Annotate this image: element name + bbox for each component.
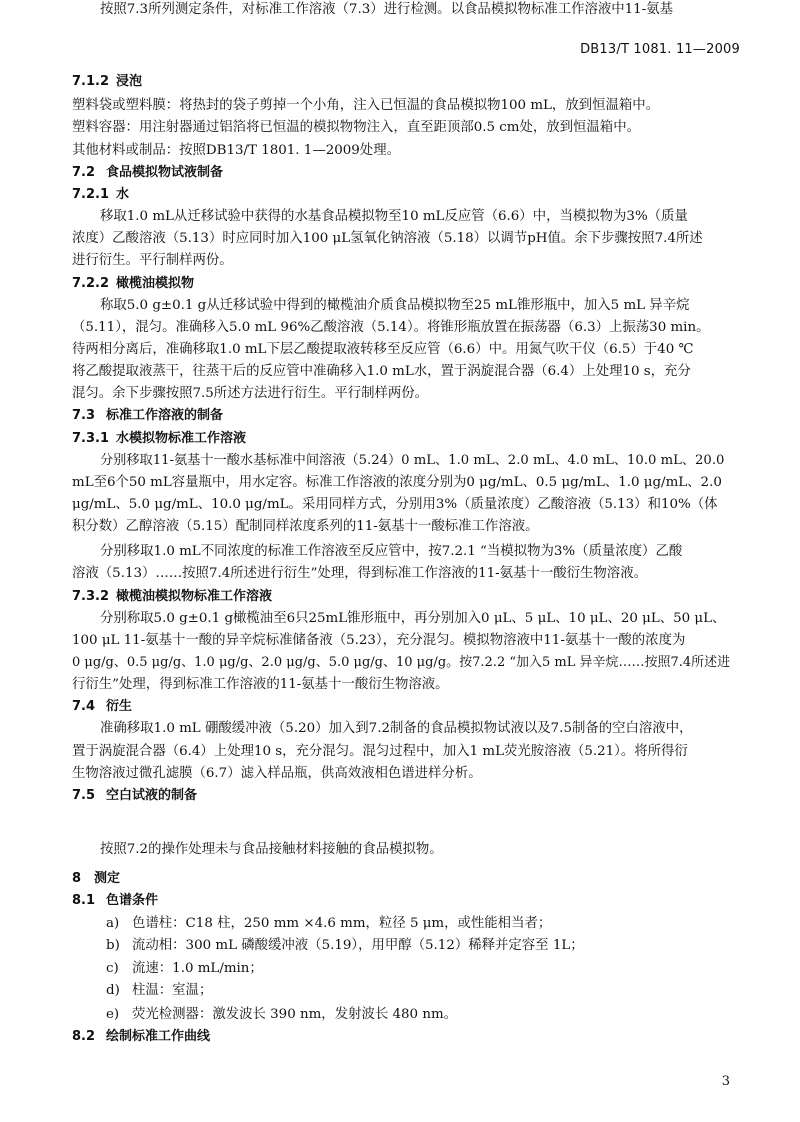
- section-title: 水模拟物标准工作溶液: [116, 431, 247, 446]
- page-number: 3: [721, 1074, 730, 1089]
- paragraph-line: 塑料袋或塑料膜：将热封的袋子剪掉一个小角，注入已恒温的食品模拟物100 mL，放到恒温箱中。: [72, 98, 660, 113]
- paragraph-line: 溶液（5.13）……按照7.4所述进行衍生”处理，得到标准工作溶液的11-氨基十一酸衍生物溶液。: [72, 566, 647, 581]
- paragraph-line: 浓度）乙酸溶液（5.13）时应同时加入100 μL氢氧化钠溶液（5.18）以调节pH值。余下步骤按照7.4所述: [72, 231, 703, 246]
- document-number-header: DB13/T 1081. 11—2009: [580, 42, 740, 57]
- section-number: 8: [72, 871, 82, 886]
- list-item-label: c): [106, 961, 119, 976]
- section-heading: [72, 697, 132, 717]
- list-item-text: 色谱柱：C18 柱，250 mm ×4.6 mm，粒径 5 μm，或性能相当者；: [132, 916, 552, 931]
- paragraph-line: 进行衍生。平行制样两份。: [72, 253, 233, 268]
- section-number: 7.2.1: [72, 187, 110, 202]
- paragraph-line: 待两相分离后，准确移取1.0 mL下层乙酸提取液转移至反应管（6.6）中。用氮气吹干仪（6.5）于40 ℃: [72, 342, 694, 357]
- paragraph-line: 分别移取1.0 mL不同浓度的标准工作溶液至反应管中，按7.2.1 “当模拟物为3%（质量浓度）乙酸: [100, 544, 683, 559]
- list-item: [106, 936, 584, 956]
- list-item-label: b): [106, 938, 120, 953]
- paragraph-line: 分别移取11-氨基十一酸水基标准中间溶液（5.24）0 mL、1.0 mL、2.0 mL、4.0 mL、10.0 mL、20.0: [100, 453, 725, 468]
- paragraph-line: mL至6个50 mL容量瓶中，用水定容。标准工作溶液的浓度分别为0 μg/mL、0.5 μg/mL、1.0 μg/mL、2.0: [72, 475, 722, 490]
- list-item: [106, 1005, 457, 1025]
- section-number: 7.4: [72, 699, 96, 714]
- paragraph-line: 按照7.2的操作处理未与食品接触材料接触的食品模拟物。: [100, 842, 443, 857]
- paragraph-line: 移取1.0 mL从迁移试验中获得的水基食品模拟物至10 mL反应管（6.6）中，当模拟物为3%（质量: [100, 209, 688, 224]
- paragraph-line: 准确移取1.0 mL 硼酸缓冲液（5.20）加入到7.2制备的食品模拟物试液以及7.5制备的空白溶液中，: [100, 721, 693, 736]
- paragraph-line: 生物溶液过微孔滤膜（6.7）滤入样品瓶，供高效液相色谱进样分析。: [72, 766, 482, 781]
- section-number: 7.3.2: [72, 589, 110, 604]
- section-title: 水: [116, 187, 130, 202]
- list-item-text: 荧光检测器：激发波长 390 nm，发射波长 480 nm。: [132, 1007, 458, 1022]
- paragraph-line: 塑料容器：用注射器通过铝箔将已恒温的模拟物物注入，直至距顶部0.5 cm处，放到恒温箱中。: [72, 120, 640, 135]
- paragraph-line: 100 μL 11-氨基十一酸的异辛烷标准储备液（5.23），充分混匀。模拟物溶液中11-氨基十一酸的浓度为: [72, 633, 686, 648]
- list-item: [106, 959, 263, 979]
- section-heading: [72, 72, 142, 92]
- paragraph-line: 0 μg/g、0.5 μg/g、1.0 μg/g、2.0 μg/g、5.0 μg/g、10 μg/g。按7.2.2 “加入5 mL 异辛烷……按照7.4所述进: [72, 655, 731, 670]
- section-title: 浸泡: [116, 74, 143, 89]
- section-title: 橄榄油模拟物标准工作溶液: [116, 589, 273, 604]
- paragraph-line: 其他材料或制品：按照DB13/T 1801. 1—2009处理。: [72, 143, 400, 158]
- section-title: 绘制标准工作曲线: [106, 1029, 211, 1044]
- paragraph-line: 称取5.0 g±0.1 g从迁移试验中得到的橄榄油介质食品模拟物至25 mL锥形瓶中，加入5 mL 异辛烷: [100, 298, 690, 313]
- section-heading: [72, 869, 120, 889]
- list-item: [106, 981, 212, 1001]
- section-title: 橄榄油模拟物: [116, 276, 195, 291]
- list-item-label: a): [106, 916, 120, 931]
- section-number: 8.2: [72, 1029, 96, 1044]
- section-heading: [72, 185, 129, 205]
- paragraph-line: 分别称取5.0 g±0.1 g橄榄油至6只25mL锥形瓶中，再分别加入0 μL、5 μL、10 μL、20 μL、50 μL、: [100, 611, 726, 626]
- list-item: [106, 914, 551, 934]
- list-item-label: e): [106, 1007, 120, 1022]
- paragraph-line: 行衍生”处理，得到标准工作溶液的11-氨基十一酸衍生物溶液。: [72, 677, 449, 692]
- section-heading: [72, 163, 223, 183]
- section-heading: [72, 274, 194, 294]
- list-item-text: 流速：1.0 mL/min；: [132, 961, 263, 976]
- section-title: 食品模拟物试液制备: [106, 165, 224, 180]
- section-number: 7.5: [72, 788, 96, 803]
- section-number: 7.3.1: [72, 431, 110, 446]
- section-title: 标准工作溶液的制备: [106, 408, 224, 423]
- list-item-label: d): [106, 983, 120, 998]
- section-title: 衍生: [106, 699, 133, 714]
- section-number: 8.1: [72, 893, 96, 908]
- section-title: 测定: [94, 871, 121, 886]
- section-heading: [72, 587, 272, 607]
- paragraph-line: 按照7.3所列测定条件，对标准工作溶液（7.3）进行检测。以食品模拟物标准工作溶液中11-氨基: [100, 2, 673, 17]
- section-number: 7.2: [72, 165, 96, 180]
- list-item-text: 柱温：室温；: [132, 983, 213, 998]
- section-title: 色谱条件: [106, 893, 159, 908]
- paragraph-line: 置于涡旋混合器（6.4）上处理10 s，充分混匀。混匀过程中，加入1 mL荧光胺溶液（5.21）。将所得衍: [72, 744, 688, 759]
- section-heading: [72, 406, 223, 426]
- section-heading: [72, 1027, 210, 1047]
- section-heading: [72, 786, 197, 806]
- paragraph-line: 混匀。余下步骤按照7.5所述方法进行衍生。平行制样两份。: [72, 386, 429, 401]
- section-number: 7.2.2: [72, 276, 110, 291]
- section-heading: [72, 891, 158, 911]
- paragraph-line: 积分数）乙醇溶液（5.15）配制同样浓度系列的11-氨基十一酸标准工作溶液。: [72, 519, 539, 534]
- list-item-text: 流动相：300 mL 磷酸缓冲液（5.19），用甲醇（5.12）稀释并定容至 1L；: [132, 938, 584, 953]
- section-title: 空白试液的制备: [106, 788, 198, 803]
- paragraph-line: （5.11），混匀。准确移入5.0 mL 96%乙酸溶液（5.14）。将锥形瓶放置在振荡器（6.3）上振荡30 min。: [72, 320, 710, 335]
- section-number: 7.1.2: [72, 74, 110, 89]
- section-number: 7.3: [72, 408, 96, 423]
- paragraph-line: 将乙酸提取液蒸干，往蒸干后的反应管中准确移入1.0 mL水，置于涡旋混合器（6.4）上处理10 s，充分: [72, 364, 691, 379]
- section-heading: [72, 429, 246, 449]
- paragraph-line: μg/mL、5.0 μg/mL、10.0 μg/mL。采用同样方式，分别用3%（质量浓度）乙酸溶液（5.13）和10%（体: [72, 497, 718, 512]
